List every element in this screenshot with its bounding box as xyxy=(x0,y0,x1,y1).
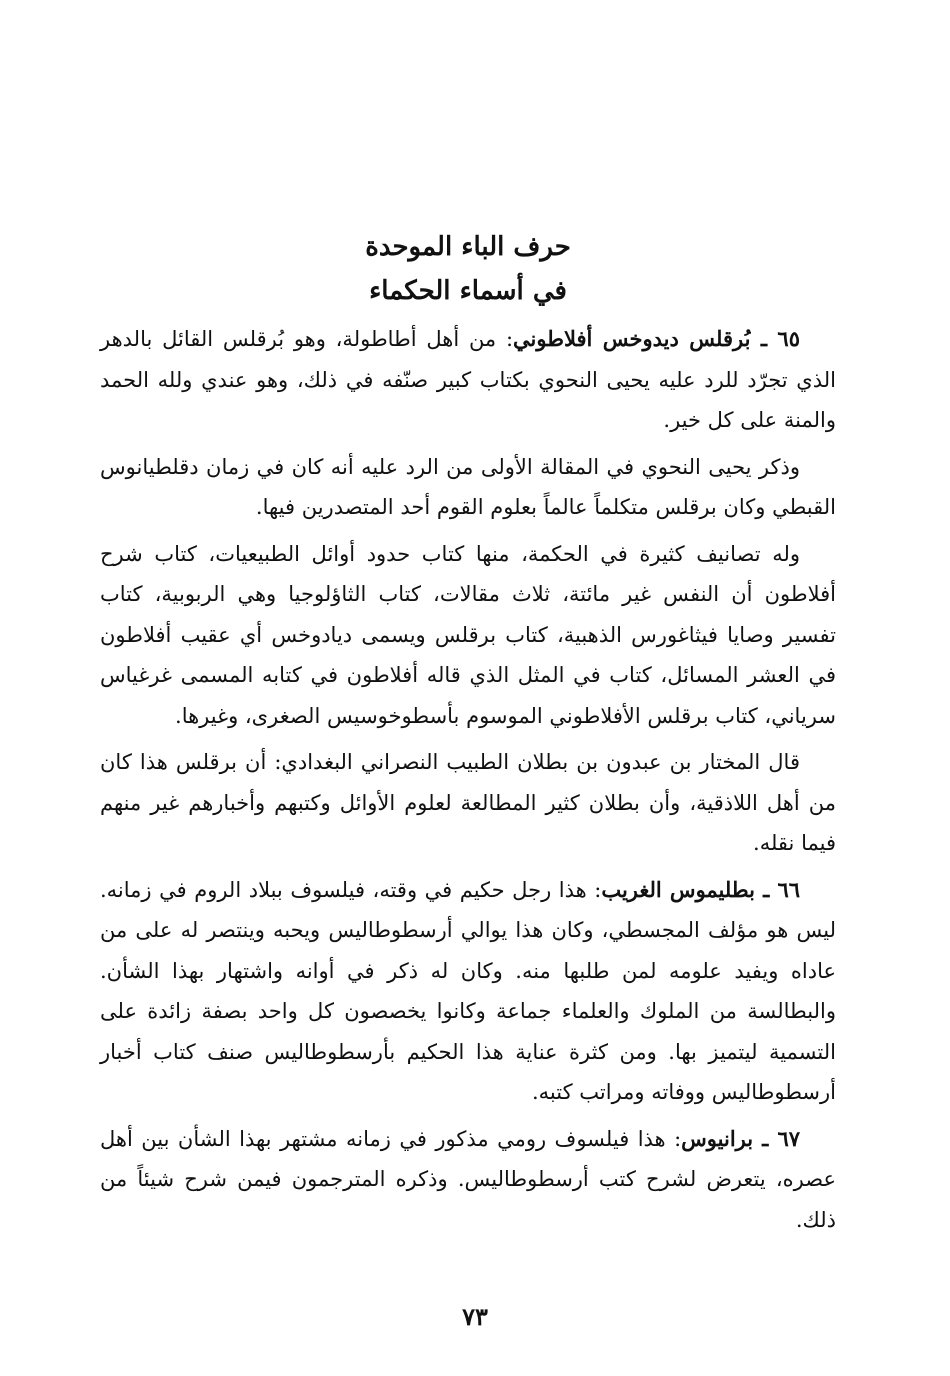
paragraph-2: وله تصانيف كثيرة في الحكمة، منها كتاب حدود أوائل الطبيعيات، كتاب شرح أفلاطون أن النفس غير مائتة، ثلاث مقالات، كتاب الثاؤلوجيا وهي الربوبية، كتاب تفسير وصايا فيثاغورس الذهبية، كتاب برقلس ويسمى ديادوخس أي عقيب أفلاطون في العشر المسائل، كتاب في المثل الذي قاله أفلاطون في كتابه المسمى غرغياس سرياني، كتاب برقلس الأفلاطوني الموسوم بأسطوخوسيس الصغرى، وغيرها. xyxy=(100,541,836,728)
heading-line-2: في أسماء الحكماء xyxy=(369,276,567,306)
paragraph-3: قال المختار بن عبدون بن بطلان الطبيب النصراني البغدادي: أن برقلس هذا كان من أهل اللاذقية، وأن بطلان كثير المطالعة لعلوم الأوائل وكتبهم وأخبارهم غير منهم فيما نقله. xyxy=(100,750,836,855)
entry-67-text: : هذا فيلسوف رومي مذكور في زمانه مشتهر بهذا الشأن بين أهل عصره، يتعرض لشرح كتب أرسطوطاليس. وذكره المترجمون فيمن شرح شيئاً من ذلك. xyxy=(100,1126,836,1232)
heading-line-1: حرف الباء الموحدة xyxy=(365,232,571,262)
entry-66-title: ٦٦ ـ بطليموس الغريب xyxy=(601,876,800,902)
entry-65 xyxy=(100,319,836,441)
entry-65-text: : من أهل أطاطولة، وهو بُرقلس القائل بالدهر الذي تجرّد للرد عليه يحيى النحوي بكتاب كبير صنّفه في ذلك، وهو عندي ولله الحمد والمنة على كل خير. xyxy=(100,327,836,432)
page-body xyxy=(100,225,836,1246)
page-number: ٧٣ xyxy=(462,1302,488,1331)
entry-67 xyxy=(100,1119,836,1241)
paragraph-1: وذكر يحيى النحوي في المقالة الأولى من الرد عليه أنه كان في زمان دقلطيانوس القبطي وكان برقلس متكلماً عالماً بعلوم القوم أحد المتصدرين فيها. xyxy=(100,454,836,519)
entry-67-title: ٦٧ ـ برانيوس xyxy=(681,1125,800,1151)
section-heading xyxy=(100,225,836,313)
entry-66 xyxy=(100,870,836,1113)
entry-66-text: : هذا رجل حكيم في وقته، فيلسوف ببلاد الروم في زمانه. ليس هو مؤلف المجسطي، وكان هذا يوالي أرسطوطاليس ويحبه وينتصر له على من عاداه ويفيد علومه لمن طلبها منه. وكان له ذكر في أوانه واشتهار بهذا الشأن. والبطالسة من الملوك والعلماء جماعة وكانوا يخصصون كل واحد بصفة زائدة على التسمية ليتميز بها. ومن كثرة عناية هذا الحكيم بأرسطوطاليس صنف كتاب أخبار أرسطوطاليس ووفاته ومراتب كتبه. xyxy=(100,877,836,1104)
entry-65-title: ٦٥ ـ بُرقلس ديدوخس أفلاطوني xyxy=(513,326,800,351)
